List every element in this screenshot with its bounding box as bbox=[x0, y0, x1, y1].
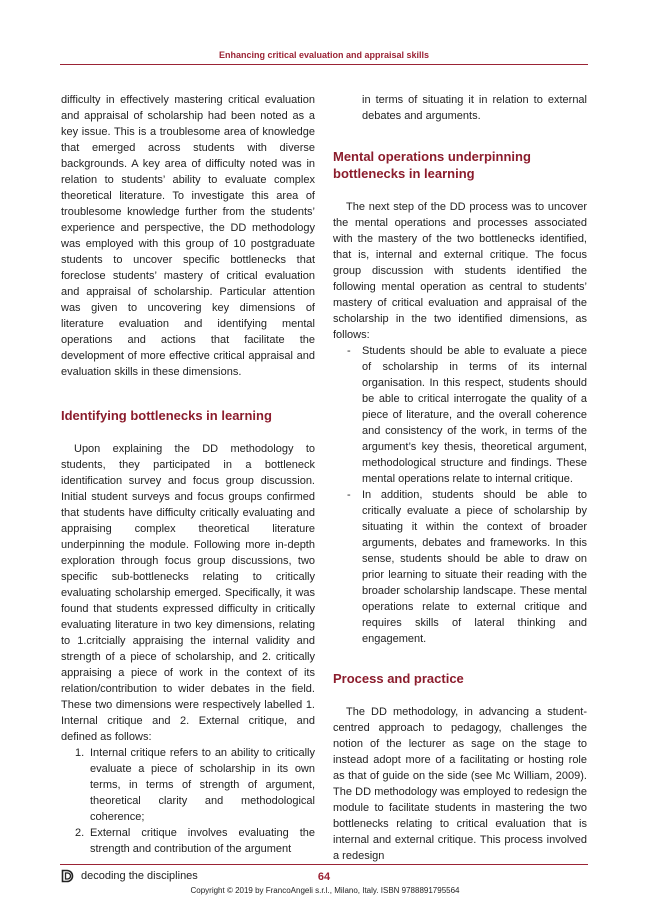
footer-logo-text: decoding the disciplines bbox=[81, 870, 198, 882]
list-item bbox=[61, 825, 315, 857]
list-item-text: Internal critique refers to an ability to critically evaluate a piece of scholarship in its own terms, in terms of strength of argument, theoretical clarity and methodological coherence; bbox=[90, 747, 315, 823]
header-rule bbox=[60, 64, 588, 65]
paragraph-intro-continued: difficulty in effectively mastering critical evaluation and appraisal of scholarship had been noted as a key issue. This is a troublesome area of knowledge that emerged across students with diverse backgrounds. A key area of difficulty noted was in relation to students’ ability to evaluate complex theoretical literature. To investigate this area of troublesome knowledge further from the students’ experience and perspective, the DD methodology was employed with this group of 10 postgraduate students to uncover specific bottlenecks that foreclose students’ mastery of critical evaluation and appraisal of scholarship. Particular attention was given to uncovering key dimensions of literature evaluation and identifying mental operations and actions that facilitate the development of more effective critical appraisal and evaluation skills in these dimensions. bbox=[61, 94, 315, 378]
paragraph-identifying-bottlenecks: Upon explaining the DD methodology to students, they participated in a bottleneck identification survey and focus group discussion. Initial student surveys and focus groups confirmed that students have difficulty critically evaluating and appraising complex theoretical literature underpinning the module. Following more in-depth exploration through focus group discussions, two specific sub-bottlenecks relating to critically evaluating scholarship emerged. Specifically, it was found that students expressed difficulty in critically evaluating literature in two key dimensions, relating to 1.critcially appraising the internal validity and strength of a piece of scholarship, and 2. critically appraising a piece of work in the context of its relation/contribution to wider debates in the field. These two dimensions were respectively labelled 1. Internal critique and 2. External critique, and defined as follows: bbox=[61, 443, 315, 743]
list-item bbox=[333, 343, 587, 487]
footer-logo bbox=[61, 869, 198, 883]
dd-logo-icon bbox=[61, 869, 75, 883]
footer-rule bbox=[60, 864, 588, 865]
list-marker: - bbox=[347, 345, 351, 357]
right-column bbox=[333, 92, 587, 864]
paragraph-process-practice: The DD methodology, in advancing a student-centred approach to pedagogy, challenges the notion of the lecturer as sage on the stage to instead adopt more of a facilitating or hosting role as that of guide on the side (see Mc William, 2009). The DD methodology was employed to redesign the module to facilitate students in mastering the two bottlenecks relating to critical evaluation that is internal and external critique. This process involved a redesign bbox=[333, 706, 587, 862]
page-number: 64 bbox=[317, 871, 331, 883]
paragraph-mental-operations: The next step of the DD process was to uncover the mental operations and processes associated with the mastery of the two bottlenecks identified, that is, internal and external critique. The focus group discussion with students identified the following mental operation as central to students’ mastery of critical evaluation and appraisal of the scholarship in the two identified dimensions, as follows: bbox=[333, 201, 587, 341]
copyright-notice: Copyright © 2019 by FrancoAngeli s.r.l., Milano, Italy. ISBN 9788891795564 bbox=[190, 886, 460, 895]
left-column bbox=[61, 92, 315, 857]
mental-operations-list bbox=[333, 343, 587, 647]
running-head: Enhancing critical evaluation and appraisal skills bbox=[218, 50, 430, 60]
critique-list bbox=[61, 745, 315, 857]
list-marker: 2. bbox=[75, 827, 85, 839]
list-marker: 1. bbox=[75, 747, 85, 759]
list-item-text: Students should be able to evaluate a piece of scholarship in terms of its internal organisation. In this respect, students should be able to critical interrogate the quality of a piece of literature, and the overall coherence and consistency of the work, in terms of the argument’s key thesis, theoretical argument, methodological structure and findings. These mental operations relate to internal critique. bbox=[362, 345, 587, 485]
heading-mental-operations: Mental operations underpinning bottlenecks in learning bbox=[333, 149, 531, 181]
heading-process-practice: Process and practice bbox=[333, 671, 464, 686]
list-continuation: in terms of situating it in relation to external debates and arguments. bbox=[362, 94, 587, 122]
heading-identifying-bottlenecks: Identifying bottlenecks in learning bbox=[61, 408, 272, 423]
list-item bbox=[333, 487, 587, 647]
list-marker: - bbox=[347, 489, 351, 501]
list-item-text: In addition, students should be able to critically evaluate a piece of scholarship by situating it within the context of broader arguments, debates and frameworks. In this sense, students should be able to draw on prior learning to situate their reading with the broader scholarship landscape. These mental operations relate to external critique and requires skills of lateral thinking and engagement. bbox=[362, 489, 587, 645]
list-item bbox=[61, 745, 315, 825]
list-item-text: External critique involves evaluating the strength and contribution of the argument bbox=[90, 827, 315, 855]
